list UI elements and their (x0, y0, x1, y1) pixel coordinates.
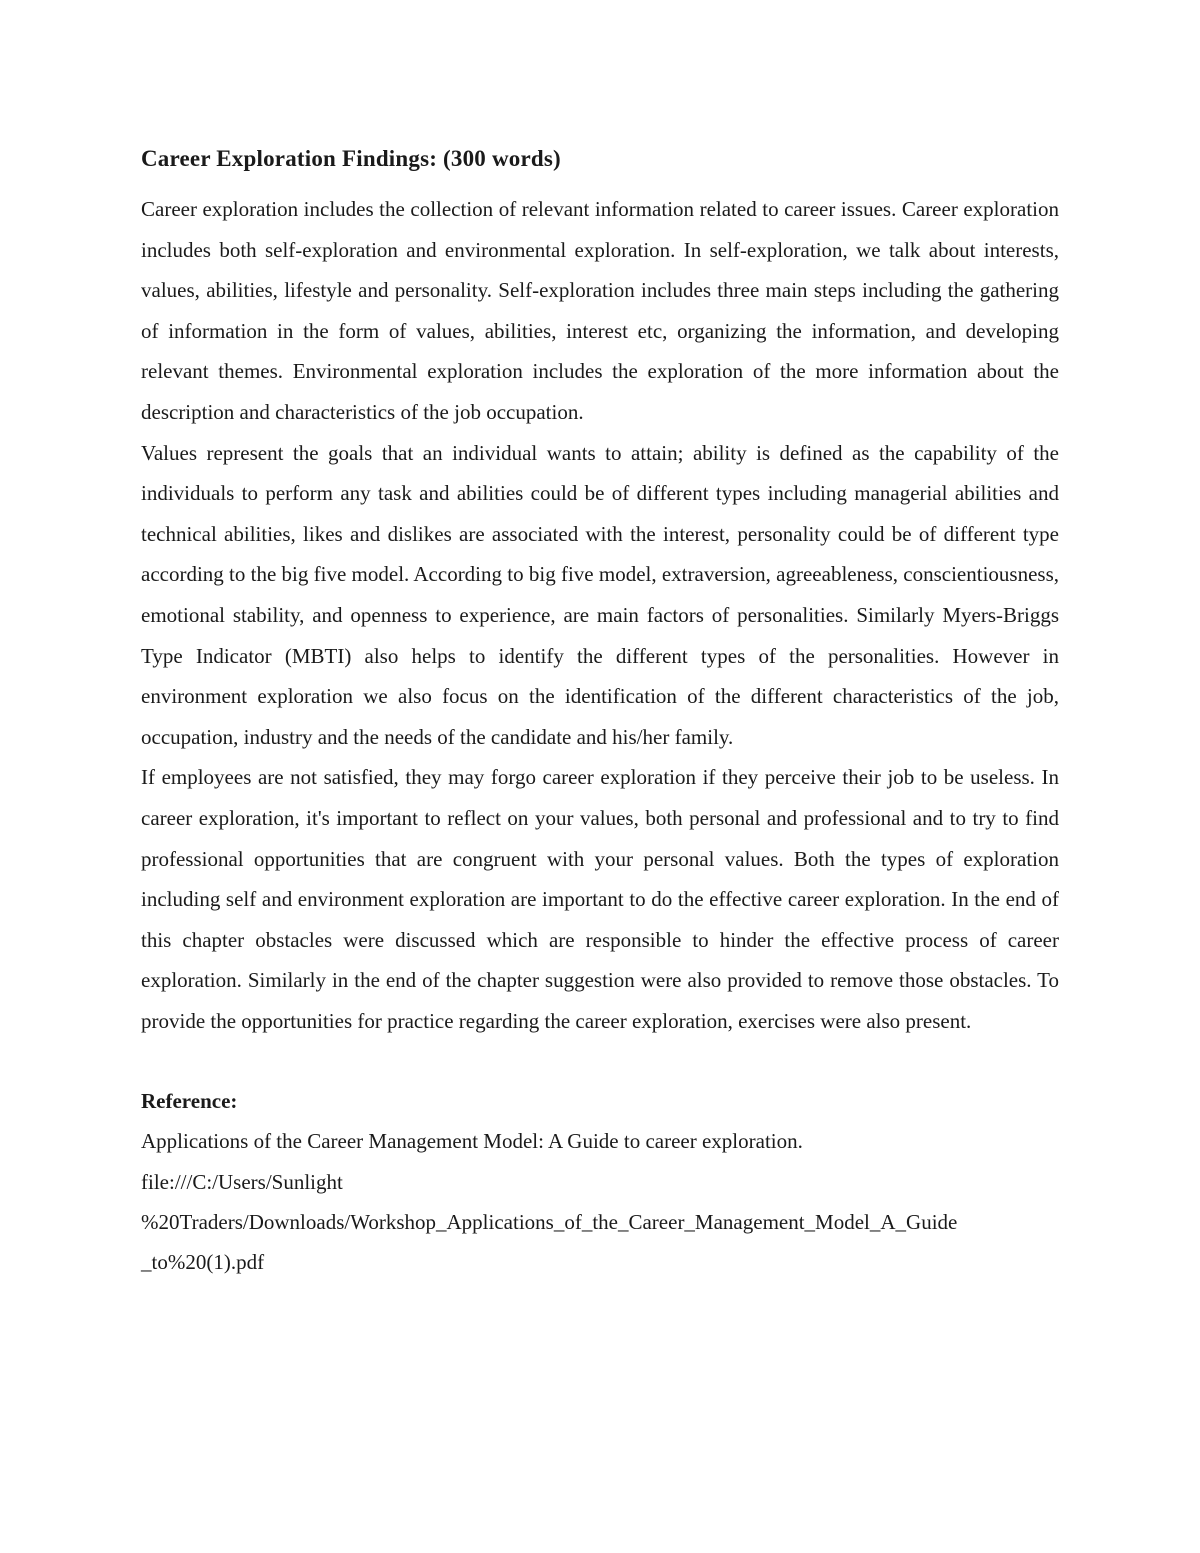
reference-citation: Applications of the Career Management Model: A Guide to career exploration. (141, 1129, 803, 1154)
document-content (141, 141, 1059, 1282)
reference-url-line-3: _to%20(1).pdf (141, 1250, 265, 1275)
reference-heading: Reference: (141, 1089, 238, 1114)
body-paragraph-2: Values represent the goals that an individual wants to attain; ability is defined as the capability of the individuals to perform any task and abilities could be of different types including managerial abilities and technical abilities, likes and dislikes are associated with the interest, personality could be of different type according to the big five model. According to big five model, extraversion, agreeableness, conscientiousness, emotional stability, and openness to experience, are main factors of personalities. Similarly Myers-Briggs Type Indicator (MBTI) also helps to identify the different types of the personalities. However in environment exploration we also focus on the identification of the different characteristics of the job, occupation, industry and the needs of the candidate and his/her family. (141, 440, 1059, 749)
document-title: Career Exploration Findings: (300 words) (141, 146, 561, 171)
body-paragraph-1: Career exploration includes the collection of relevant information related to career issues. Career exploration includes both self-exploration and environmental exploration. In self-exploration, we talk about interests, values, abilities, lifestyle and personality. Self-exploration includes three main steps including the gathering of information in the form of values, abilities, interest etc, organizing the information, and developing relevant themes. Environmental exploration includes the exploration of the more information about the description and characteristics of the job occupation. (141, 197, 1059, 424)
reference-url-line-1: file:///C:/Users/Sunlight (141, 1169, 343, 1194)
reference-url-line-2: %20Traders/Downloads/Workshop_Applications_of_the_Career_Management_Model_A_Guide (141, 1209, 958, 1234)
body-paragraph-3: If employees are not satisfied, they may forgo career exploration if they perceive their job to be useless. In career exploration, it's important to reflect on your values, both personal and professional and to try to find professional opportunities that are congruent with your personal values. Both the types of exploration including self and environment exploration are important to do the effective career exploration. In the end of this chapter obstacles were discussed which are responsible to hinder the effective process of career exploration. Similarly in the end of the chapter suggestion were also provided to remove those obstacles. To provide the opportunities for practice regarding the career exploration, exercises were also present. (141, 765, 1059, 1033)
